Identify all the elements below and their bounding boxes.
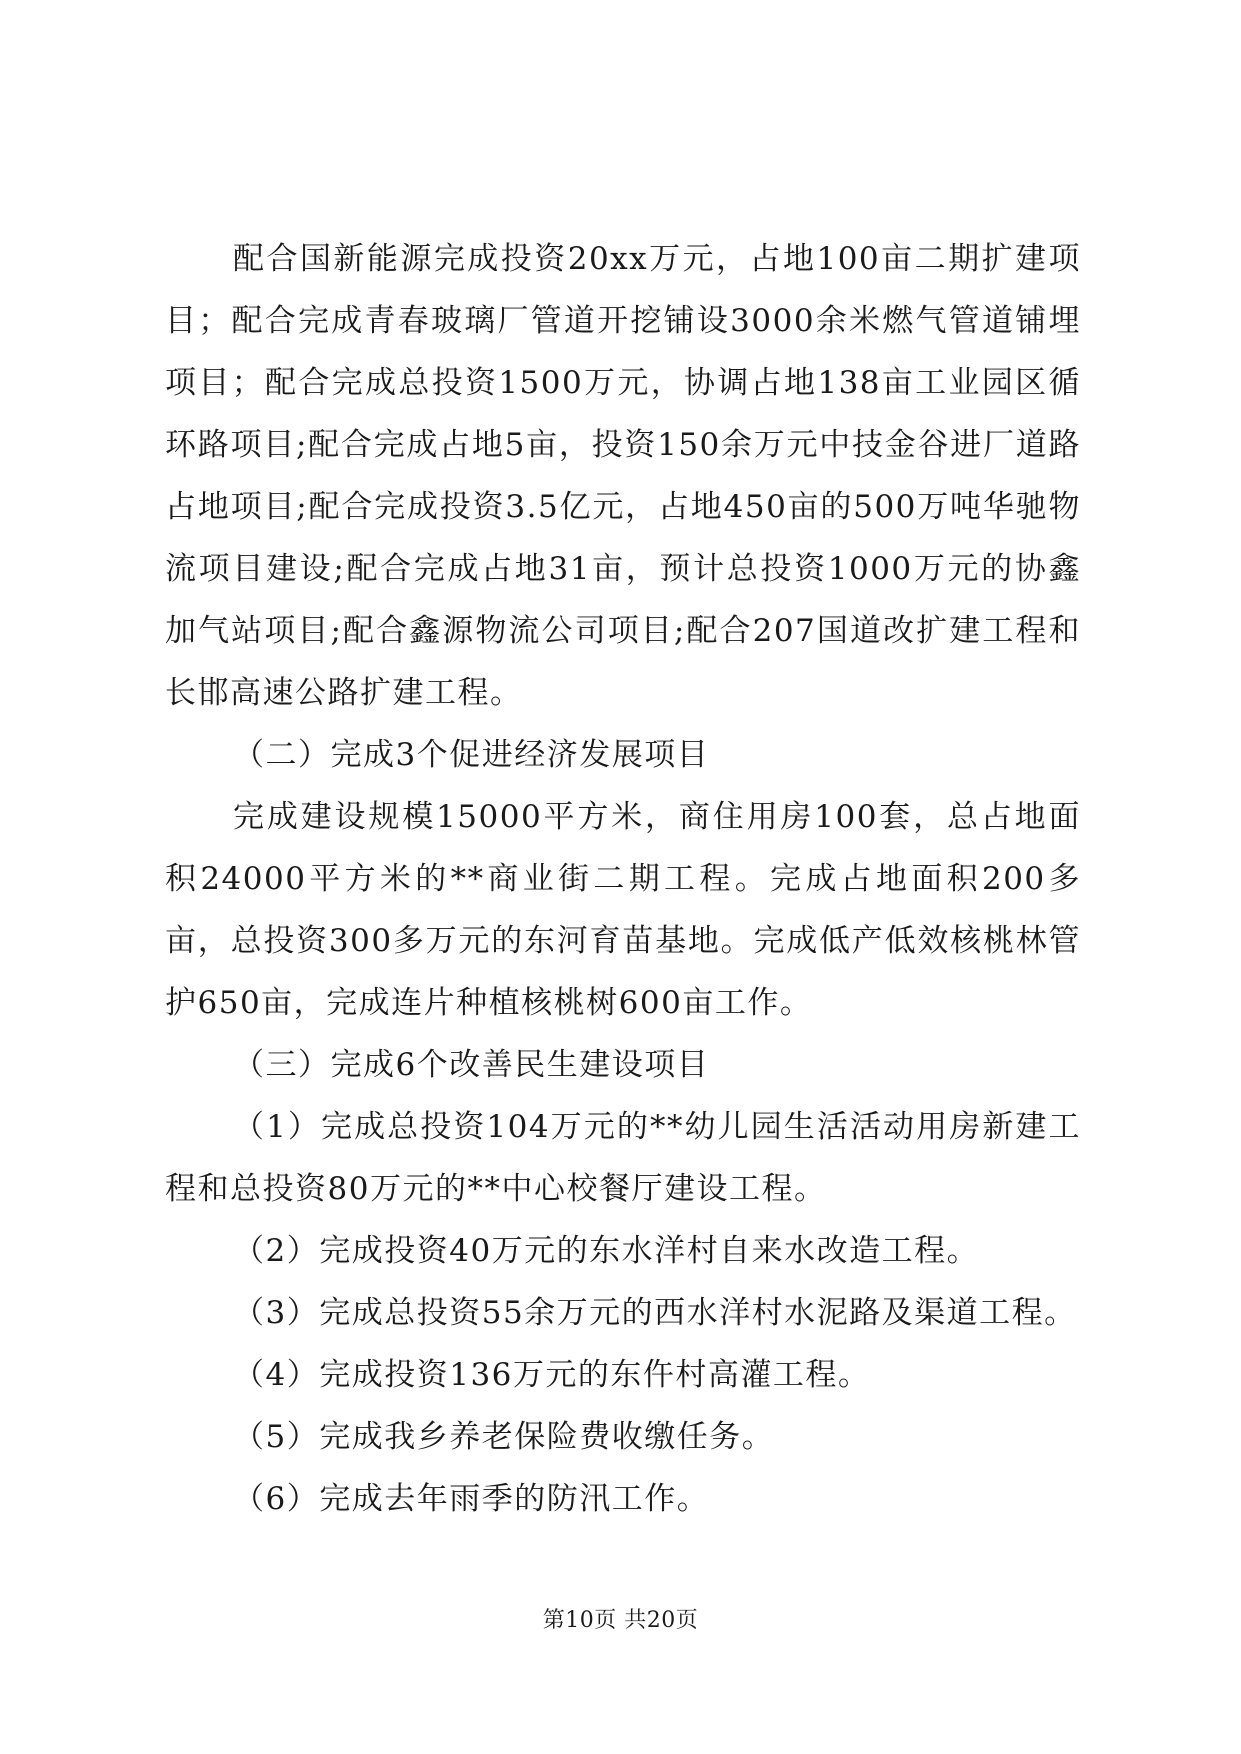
document-body	[165, 228, 1081, 1530]
list-item-irrigation: （4）完成投资136万元的东仵村高灌工程。	[233, 1357, 871, 1393]
section-heading-economic: （二）完成3个促进经济发展项目	[233, 737, 710, 773]
section-heading-livelihood: （三）完成6个改善民生建设项目	[233, 1047, 710, 1083]
list-item-kindergarten: （1）完成总投资104万元的**幼儿园生活活动用房新建工程和总投资80万元的**中心校餐厅建设工程。	[165, 1109, 1081, 1207]
paragraph-economic-projects: 完成建设规模15000平方米，商住用房100套，总占地面积24000平方米的**商业街二期工程。完成占地面积200多亩，总投资300多万元的东河育苗基地。完成低产低效核桃林管护650亩，完成连片种植核桃树600亩工作。	[165, 799, 1081, 1021]
list-item-water-supply: （2）完成投资40万元的东水洋村自来水改造工程。	[233, 1233, 980, 1269]
paragraph-projects-coordination: 配合国新能源完成投资20xx万元，占地100亩二期扩建项目；配合完成青春玻璃厂管道开挖铺设3000余米燃气管道铺埋项目；配合完成总投资1500万元，协调占地138亩工业园区循环路项目;配合完成占地5亩，投资150余万元中技金谷进厂道路占地项目;配合完成投资3.5亿元，占地450亩的500万吨华驰物流项目建设;配合完成占地31亩，预计总投资1000万元的协鑫加气站项目;配合鑫源物流公司项目;配合207国道改扩建工程和长邯高速公路扩建工程。	[165, 241, 1081, 711]
list-item-pension: （5）完成我乡养老保险费收缴任务。	[233, 1419, 775, 1455]
page-number-footer: 第10页 共20页	[542, 1608, 699, 1633]
list-item-cement-road: （3）完成总投资55余万元的西水洋村水泥路及渠道工程。	[233, 1295, 1077, 1331]
list-item-flood-control: （6）完成去年雨季的防汛工作。	[233, 1481, 710, 1517]
